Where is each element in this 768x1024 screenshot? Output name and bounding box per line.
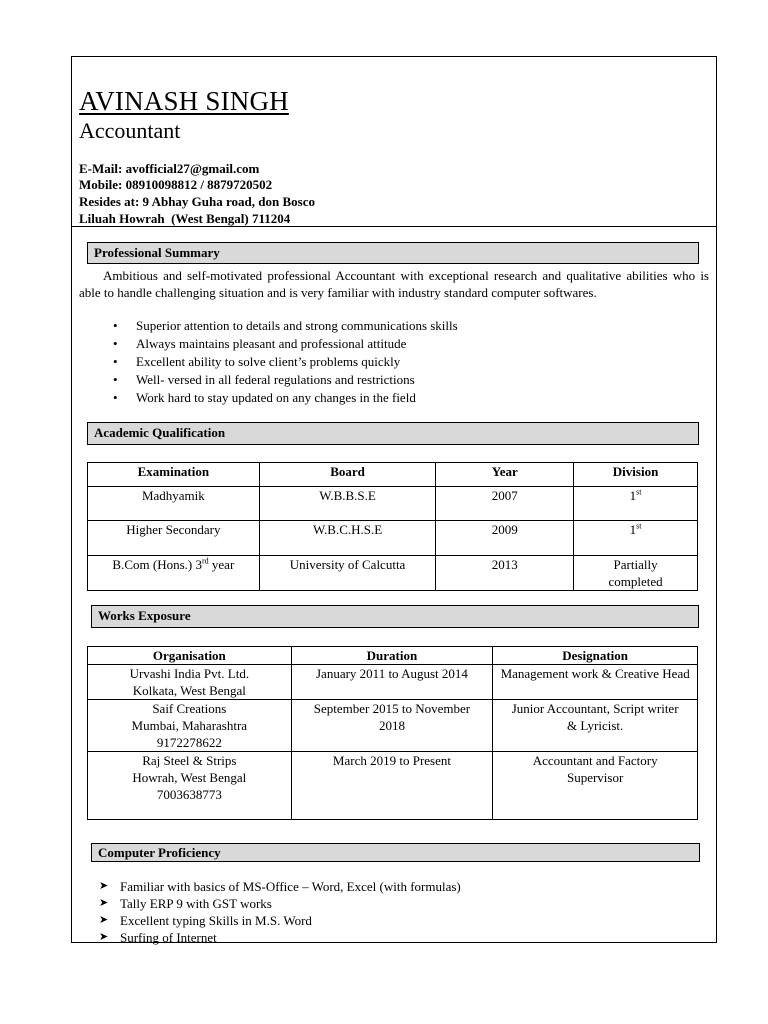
list-item: • Always maintains pleasant and professional attitude bbox=[79, 335, 458, 353]
list-item: • Superior attention to details and strong communications skills bbox=[79, 317, 458, 335]
table-cell: 2009 bbox=[436, 521, 574, 556]
column-header: Designation bbox=[493, 647, 698, 665]
summary-paragraph: Ambitious and self-motivated professional Accountant with exceptional research and qualitative abilities who is able to handle challenging situation and is very familiar with industry standard computer softwares. bbox=[79, 268, 709, 300]
table-row bbox=[88, 700, 698, 752]
table-row bbox=[88, 665, 698, 700]
contact-email: E-Mail: avofficial27@gmail.com bbox=[79, 161, 260, 176]
org-name: Urvashi India Pvt. Ltd. bbox=[129, 666, 250, 681]
table-cell: B.Com (Hons.) 3rd year bbox=[88, 556, 260, 591]
contact-address-line1: Resides at: 9 Abhay Guha road, don Bosco bbox=[79, 194, 315, 209]
arrow-bullet-icon: ➤ bbox=[99, 897, 109, 909]
table-cell: 1st bbox=[574, 487, 698, 521]
table-cell: 2007 bbox=[436, 487, 574, 521]
table-cell bbox=[88, 665, 292, 700]
candidate-name: AVINASH SINGH bbox=[79, 86, 289, 116]
section-heading-works-exposure: Works Exposure bbox=[91, 605, 699, 628]
table-cell: Accountant and Factory Supervisor bbox=[493, 752, 698, 820]
table-cell: W.B.B.S.E bbox=[259, 487, 436, 521]
table-header-row bbox=[88, 463, 698, 487]
column-header: Division bbox=[574, 463, 698, 487]
table-cell: 2013 bbox=[436, 556, 574, 591]
table-cell: W.B.C.H.S.E bbox=[259, 521, 436, 556]
column-header: Year bbox=[436, 463, 574, 487]
table-row bbox=[88, 752, 698, 820]
table-cell: University of Calcutta bbox=[259, 556, 436, 591]
section-heading-professional-summary: Professional Summary bbox=[87, 242, 699, 264]
list-item: ➤ Familiar with basics of MS-Office – Word, Excel (with formulas) bbox=[99, 879, 461, 894]
table-cell: September 2015 to November 2018 bbox=[291, 700, 493, 752]
table-row bbox=[88, 521, 698, 556]
org-name: Raj Steel & Strips bbox=[142, 753, 237, 768]
table-cell: March 2019 to Present bbox=[291, 752, 493, 820]
table-row bbox=[88, 556, 698, 591]
summary-bullet-list bbox=[79, 317, 458, 407]
works-table bbox=[87, 646, 698, 820]
table-row bbox=[88, 487, 698, 521]
list-item: • Excellent ability to solve client’s problems quickly bbox=[79, 353, 458, 371]
org-location: Kolkata, West Bengal bbox=[132, 683, 246, 698]
column-header: Examination bbox=[88, 463, 260, 487]
candidate-title: Accountant bbox=[79, 118, 181, 143]
column-header: Duration bbox=[291, 647, 493, 665]
table-cell: Partially completed bbox=[574, 556, 698, 591]
computer-skills-list bbox=[99, 878, 461, 946]
arrow-bullet-icon: ➤ bbox=[99, 931, 109, 943]
list-item: ➤ Tally ERP 9 with GST works bbox=[99, 896, 272, 911]
table-header-row bbox=[88, 647, 698, 665]
arrow-bullet-icon: ➤ bbox=[99, 914, 109, 926]
list-item: • Well- versed in all federal regulations and restrictions bbox=[79, 371, 458, 389]
table-cell: January 2011 to August 2014 bbox=[291, 665, 493, 700]
table-cell: Management work & Creative Head bbox=[493, 665, 698, 700]
academic-table bbox=[87, 462, 698, 591]
table-cell: Madhyamik bbox=[88, 487, 260, 521]
contact-address-line2: Liluah Howrah (West Bengal) 711204 bbox=[79, 211, 291, 226]
org-name: Saif Creations bbox=[152, 701, 227, 716]
org-location: Howrah, West Bengal bbox=[132, 770, 247, 785]
org-phone: 9172278622 bbox=[156, 735, 222, 750]
org-phone: 7003638773 bbox=[156, 787, 222, 802]
section-heading-computer-proficiency: Computer Proficiency bbox=[91, 843, 700, 862]
column-header: Organisation bbox=[88, 647, 292, 665]
contact-mobile: Mobile: 08910098812 / 8879720502 bbox=[79, 177, 273, 192]
list-item: ➤ Excellent typing Skills in M.S. Word bbox=[99, 913, 312, 928]
table-cell bbox=[88, 752, 292, 820]
table-cell bbox=[88, 700, 292, 752]
arrow-bullet-icon: ➤ bbox=[99, 880, 109, 892]
table-cell: Junior Accountant, Script writer & Lyricist. bbox=[493, 700, 698, 752]
list-item: ➤ Surfing of Internet bbox=[99, 930, 217, 945]
list-item: • Work hard to stay updated on any changes in the field bbox=[79, 389, 458, 407]
table-cell: 1st bbox=[574, 521, 698, 556]
column-header: Board bbox=[259, 463, 436, 487]
org-location: Mumbai, Maharashtra bbox=[131, 718, 248, 733]
section-heading-academic-qualification: Academic Qualification bbox=[87, 422, 699, 445]
table-cell: Higher Secondary bbox=[88, 521, 260, 556]
